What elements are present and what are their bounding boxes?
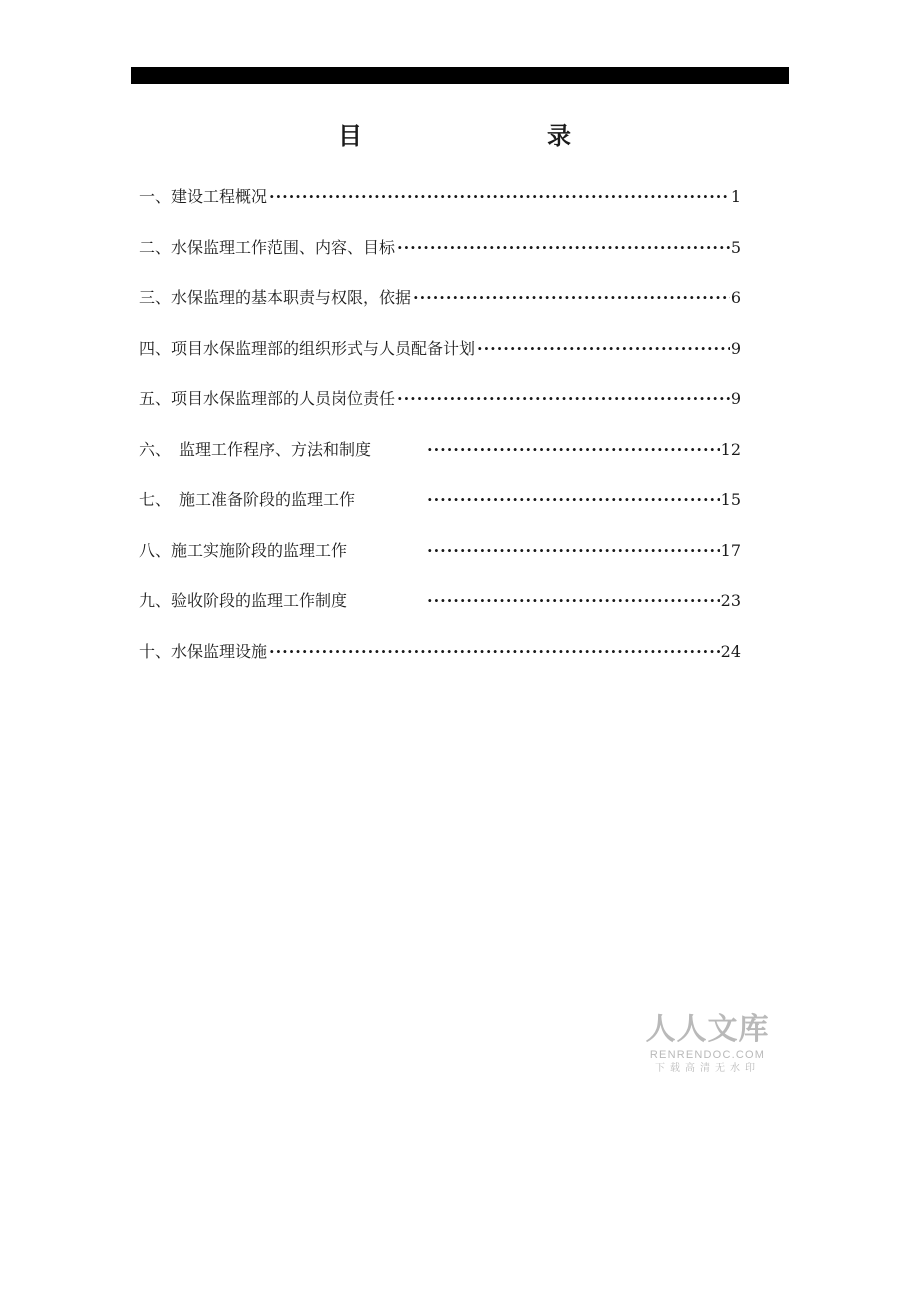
watermark (640, 1012, 775, 1076)
watermark-tagline: 下载高清无水印 (655, 1063, 760, 1074)
toc-entry-5[interactable] (139, 384, 741, 435)
toc-entry-label: 六、 监理工作程序、方法和制度 (139, 439, 372, 459)
toc-entry-page: 9 (730, 338, 741, 358)
toc-entry-label: 一、建设工程概况 (139, 187, 268, 206)
toc-entry-4[interactable] (139, 334, 741, 385)
toc-entry-label: 十、水保监理设施 (139, 641, 268, 661)
page-title (0, 118, 920, 158)
toc-entry-8[interactable] (139, 536, 741, 587)
dot-leader (427, 485, 720, 515)
dot-leader (269, 182, 730, 212)
toc-entry-label: 七、 施工准备阶段的监理工作 (139, 490, 356, 509)
toc-entry-page: 15 (720, 490, 741, 509)
toc-entry-page: 17 (720, 540, 741, 560)
page-title-char-1: 目 (338, 122, 362, 150)
toc-entry-9[interactable] (139, 586, 741, 637)
toc-entry-label: 八、施工实施阶段的监理工作 (139, 540, 348, 560)
toc-entry-label: 四、项目水保监理部的组织形式与人员配备计划 (139, 338, 476, 358)
dot-leader (427, 435, 720, 465)
page-title-char-2: 录 (547, 122, 571, 150)
watermark-domain: RENRENDOC.COM (649, 1049, 766, 1061)
toc-entry-7[interactable] (139, 485, 741, 536)
watermark-title: 人人文库 (645, 1012, 770, 1047)
dot-leader (427, 586, 720, 616)
toc-entry-page: 1 (730, 187, 741, 206)
toc-entry-page: 6 (730, 288, 741, 307)
toc-entry-page: 5 (730, 237, 741, 257)
toc-entry-label: 九、验收阶段的监理工作制度 (139, 591, 348, 610)
toc-entry-label: 五、项目水保监理部的人员岗位责任 (139, 389, 396, 408)
toc-entry-3[interactable] (139, 283, 741, 334)
dot-leader (397, 384, 730, 414)
toc-entry-2[interactable] (139, 233, 741, 284)
toc-entry-6[interactable] (139, 435, 741, 486)
toc-entry-1[interactable] (139, 182, 741, 233)
dot-leader (413, 283, 730, 313)
dot-leader (477, 334, 730, 364)
toc-entry-page: 9 (730, 389, 741, 408)
header-rule (131, 67, 789, 84)
toc-entry-page: 24 (720, 641, 741, 661)
toc-entry-label: 三、水保监理的基本职责与权限，依据 (139, 288, 412, 307)
dot-leader (427, 536, 720, 566)
dot-leader (397, 233, 730, 263)
toc-entry-label: 二、水保监理工作范围、内容、目标 (139, 237, 396, 257)
dot-leader (269, 637, 720, 667)
table-of-contents (139, 182, 741, 687)
toc-entry-page: 12 (720, 439, 741, 459)
toc-entry-10[interactable] (139, 637, 741, 688)
toc-entry-page: 23 (720, 591, 741, 610)
